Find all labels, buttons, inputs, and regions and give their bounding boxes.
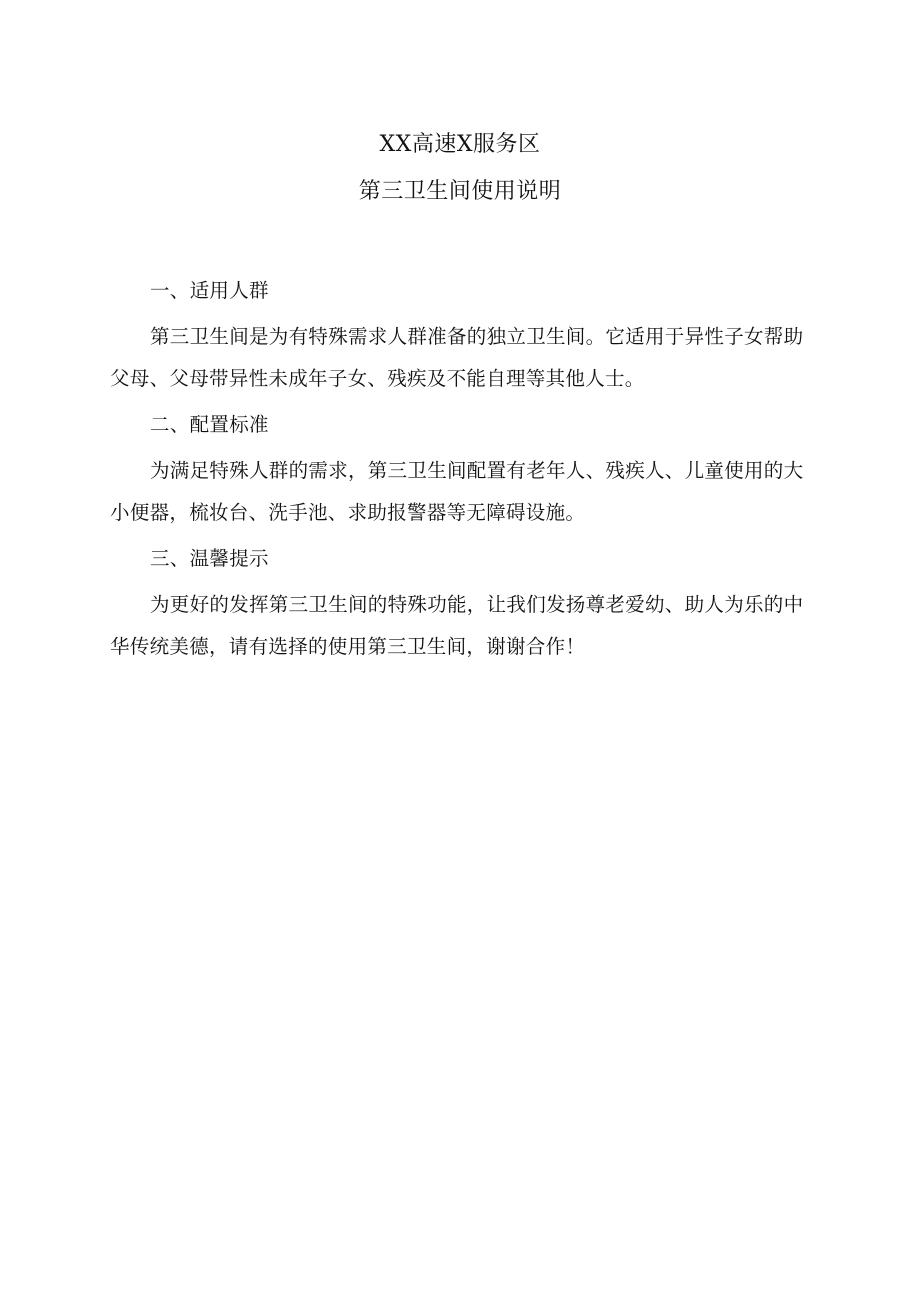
section-paragraph-3: 为更好的发挥第三卫生间的特殊功能，让我们发扬尊老爱幼、助人为乐的中华传统美德，请有选择的使用第三卫生间，谢谢合作！ [110, 593, 804, 658]
document-subtitle: 第三卫生间使用说明 [358, 179, 562, 204]
document-title: XX高速X服务区 [379, 132, 541, 157]
section-paragraph-2: 为满足特殊人群的需求，第三卫生间配置有老年人、残疾人、儿童使用的大小便器，梳妆台、洗手池、求助报警器等无障碍设施。 [110, 459, 804, 524]
section-paragraph-1: 第三卫生间是为有特殊需求人群准备的独立卫生间。它适用于异性子女帮助父母、父母带异性未成年子女、残疾及不能自理等其他人士。 [110, 325, 804, 390]
document-body [110, 270, 810, 668]
section-heading-1: 一、适用人群 [150, 279, 269, 302]
section-heading-3: 三、温馨提示 [150, 547, 269, 570]
section-heading-2: 二、配置标准 [150, 413, 269, 436]
